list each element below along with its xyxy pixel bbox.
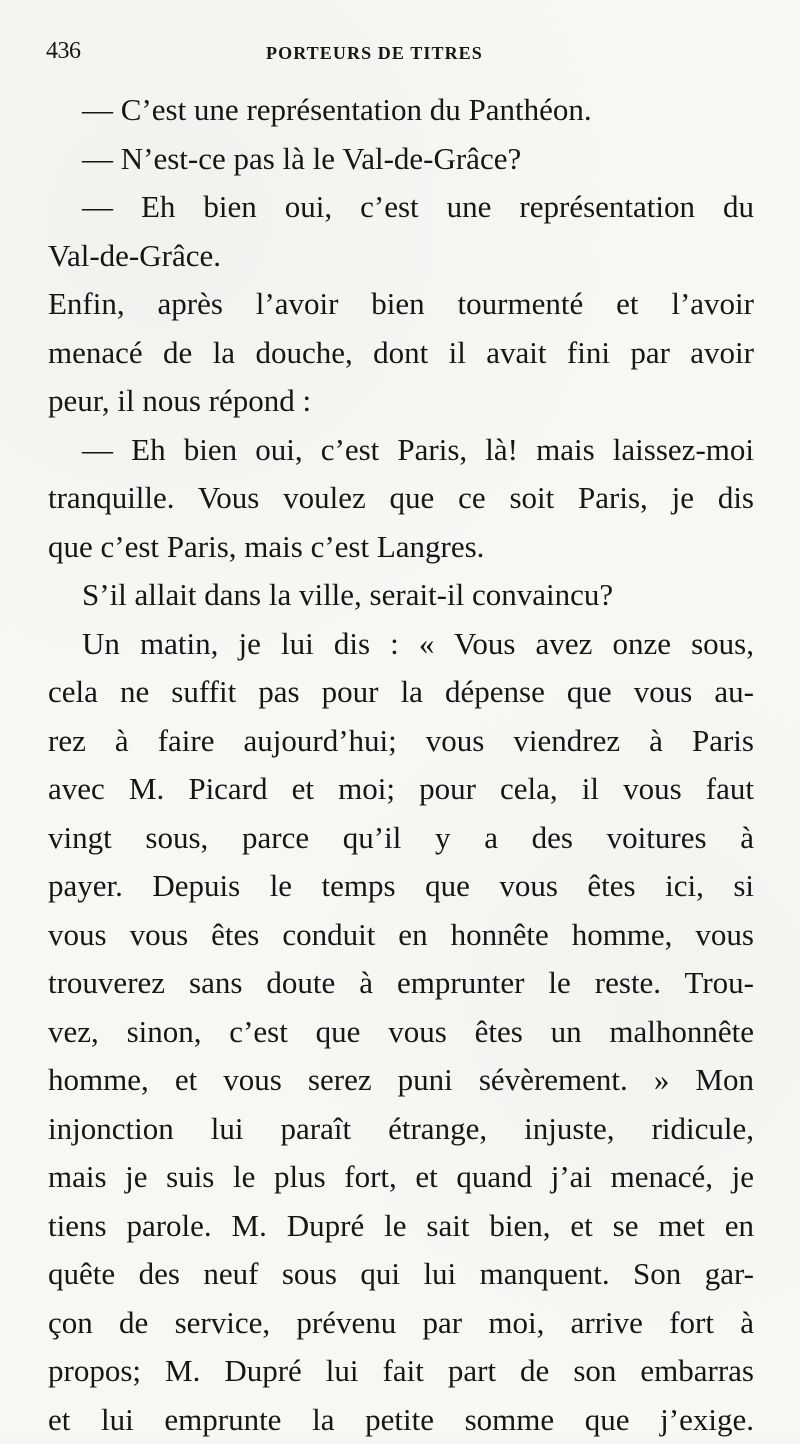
text-line: menacé de la douche, dont il avait fini par avoir [48,329,754,378]
body-text [48,86,754,1444]
text-line: propos; M. Dupré lui fait part de son embarras [48,1347,754,1396]
text-line: tiens parole. M. Dupré le sait bien, et se met en [48,1202,754,1251]
text-line: — N’est-ce pas là le Val-de-Grâce? [48,135,754,184]
text-line: homme, et vous serez puni sévèrement. » Mon [48,1056,754,1105]
text-line: injonction lui paraît étrange, injuste, ridicule, [48,1105,754,1154]
running-title: PORTEURS DE TITRES [266,43,483,64]
text-line: mais je suis le plus fort, et quand j’ai menacé, je [48,1153,754,1202]
running-head [46,38,754,72]
text-line: — Eh bien oui, c’est Paris, là! mais laissez-moi [48,426,754,475]
text-line: S’il allait dans la ville, serait-il convaincu? [48,571,754,620]
text-line: vingt sous, parce qu’il y a des voitures à [48,814,754,863]
text-line: cela ne suffit pas pour la dépense que vous au- [48,668,754,717]
text-line: — Eh bien oui, c’est une représentation du [48,183,754,232]
text-line: tranquille. Vous voulez que ce soit Paris, je dis [48,474,754,523]
text-line: payer. Depuis le temps que vous êtes ici, si [48,862,754,911]
text-line: Enfin, après l’avoir bien tourmenté et l’avoir [48,280,754,329]
text-line: vez, sinon, c’est que vous êtes un malhonnête [48,1008,754,1057]
text-line: vous vous êtes conduit en honnête homme, vous [48,911,754,960]
text-line: Val-de-Grâce. [48,232,754,281]
text-line: que c’est Paris, mais c’est Langres. [48,523,754,572]
text-line: rez à faire aujourd’hui; vous viendrez à Paris [48,717,754,766]
text-line: trouverez sans doute à emprunter le reste. Trou- [48,959,754,1008]
text-line: çon de service, prévenu par moi, arrive fort à [48,1299,754,1348]
text-line: avec M. Picard et moi; pour cela, il vous faut [48,765,754,814]
text-line: Un matin, je lui dis : « Vous avez onze sous, [48,620,754,669]
text-line: peur, il nous répond : [48,377,754,426]
text-line: et lui emprunte la petite somme que j’exige. [48,1396,754,1444]
text-line: quête des neuf sous qui lui manquent. Son gar- [48,1250,754,1299]
text-line: — C’est une représentation du Panthéon. [48,86,754,135]
page-number: 436 [46,38,81,65]
